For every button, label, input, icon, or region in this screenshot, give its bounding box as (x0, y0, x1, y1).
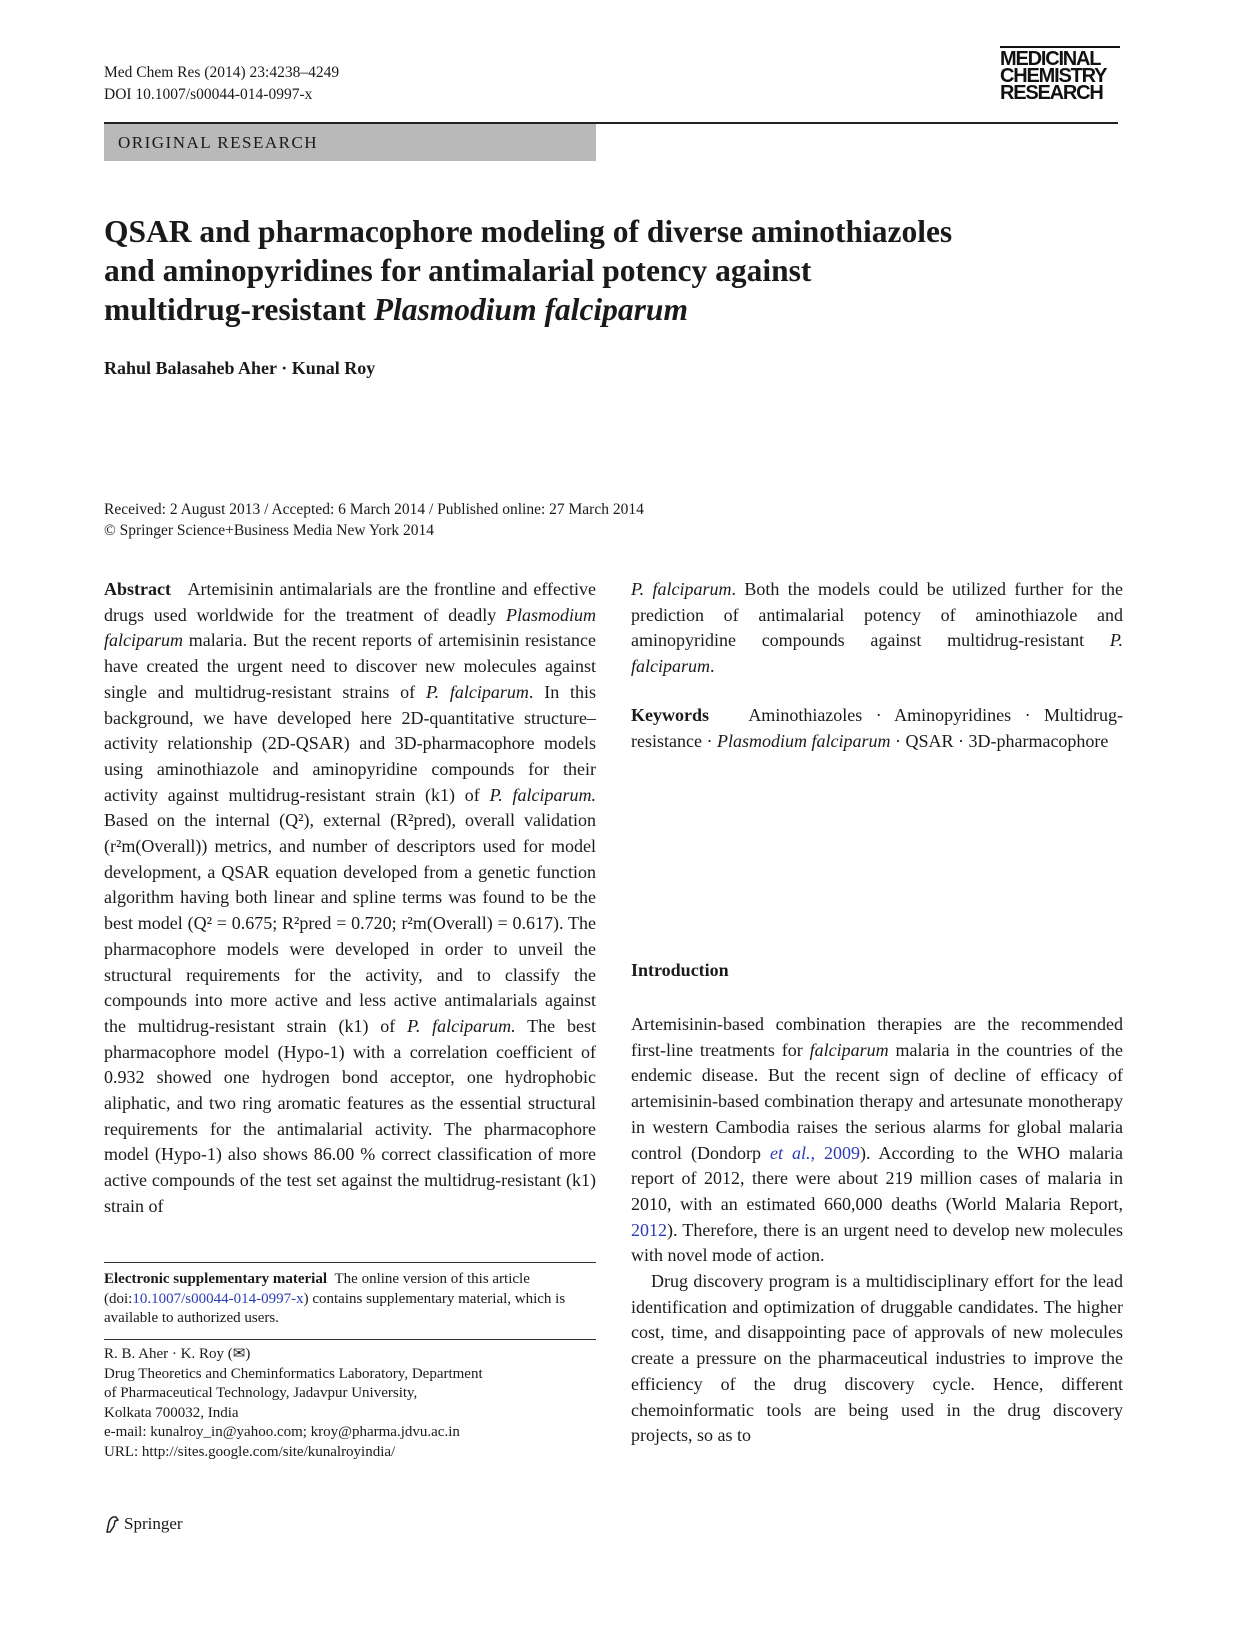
intro-paragraph-2: Drug discovery program is a multidisciplinary effort for the lead identification and optimization of druggable candidates. The higher cost, time, and disappointing pace of approvals of new molecules create a pressure on the pharmaceutical industries to improve the efficiency of the drug discovery cycle. Hence, different chemoinformatic tools are being used in the drug discovery projects, so as to (631, 1271, 1123, 1446)
paper-title (104, 212, 1114, 329)
logo-line-1: MEDICINAL (1000, 48, 1101, 70)
citation-line: Med Chem Res (2014) 23:4238–4249 (104, 64, 340, 81)
introduction-heading: Introduction (631, 960, 729, 980)
title-line-2: and aminopyridines for antimalarial potency against (104, 253, 812, 288)
logo-line-3: RESEARCH (1000, 82, 1103, 104)
doi-link[interactable]: 10.1007/s00044-014-0997-x (132, 1290, 304, 1307)
citation-link[interactable]: 2009 (814, 1142, 860, 1163)
affiliation-rule (104, 1339, 596, 1340)
copyright: © Springer Science+Business Media New York 2014 (104, 522, 435, 539)
abstract-continued: P. falciparum. Both the models could be utilized further for the prediction of antimalarial potency of aminothiazole and aminopyridine compounds against multidrug-resistant P. falciparum. Keywords Aminothiazoles · Aminopyridines · Multidrug-resistance · Plasmodium falciparum · QSAR · 3D-pharmacophore (631, 577, 1123, 754)
publisher-name: Springer (124, 1514, 183, 1533)
affiliation-line: Kolkata 700032, India (104, 1404, 239, 1421)
doi-line: DOI 10.1007/s00044-014-0997-x (104, 86, 313, 103)
title-line-3: multidrug-resistant Plasmodium falciparum (104, 292, 688, 327)
publisher-footer (104, 1514, 183, 1534)
abstract-left (104, 577, 596, 1220)
url-link[interactable]: URL: http://sites.google.com/site/kunalroyindia/ (104, 1443, 396, 1460)
citation-link[interactable]: 2012 (631, 1219, 667, 1240)
introduction-body (631, 1012, 1123, 1449)
title-line-1: QSAR and pharmacophore modeling of diverse aminothiazoles (104, 214, 953, 249)
journal-citation (104, 62, 339, 106)
affiliation-line: Drug Theoretics and Cheminformatics Laboratory, Department (104, 1365, 483, 1382)
supplementary-footnote: Electronic supplementary material The online version of this article (doi:10.1007/s00044-014-0997-x) contains supplementary material, which is available to authorized users. (104, 1271, 566, 1326)
abstract-label: Abstract (104, 579, 171, 599)
footnote-rule (104, 1262, 596, 1263)
affiliation-line: of Pharmaceutical Technology, Jadavpur University, (104, 1385, 418, 1401)
dates (104, 499, 644, 541)
authors: Rahul Balasaheb Aher · Kunal Roy (104, 358, 376, 378)
springer-horse-icon (104, 1514, 120, 1534)
journal-logo (1000, 46, 1120, 102)
history: Received: 2 August 2013 / Accepted: 6 March 2014 / Published online: 27 March 2014 (104, 501, 644, 518)
author-names: R. B. Aher · K. Roy (✉) (104, 1346, 251, 1362)
section-label: ORIGINAL RESEARCH (104, 124, 596, 161)
logo-line-2: CHEMISTRY (1000, 65, 1107, 87)
citation-link[interactable]: et al., (769, 1142, 815, 1163)
intro-paragraph-1: Artemisinin-based combination therapies are the recommended first-line treatments for falciparum malaria in the countries of the endemic disease. But the recent sign of decline of efficacy of artemisinin-based combination therapy and artesunate monotherapy in western Cambodia raises the serious alarms for global malaria control (Dondorp et al., 2009). According to the WHO malaria report of 2012, there were about 219 million cases of malaria in 2010, with an estimated 660,000 deaths (World Malaria Report, 2012). Therefore, there is an urgent need to develop new molecules with novel mode of action. (631, 1014, 1124, 1266)
affiliation (104, 1345, 596, 1462)
email-link[interactable]: e-mail: kunalroy_in@yahoo.com; kroy@pharma.jdvu.ac.in (104, 1424, 460, 1440)
abstract: Abstract Artemisinin antimalarials are the frontline and effective drugs used worldwide for the treatment of deadly Plasmodium falciparum malaria. But the recent reports of artemisinin resistance have created the urgent need to discover new molecules against single and multidrug-resistant strains of P. falciparum. In this background, we have developed here 2D-quantitative structure–activity relationship (2D-QSAR) and 3D-pharmacophore models using aminothiazole and aminopyridine compounds for their activity against multidrug-resistant strain (k1) of P. falciparum. Based on the internal (Q²), external (R²pred), overall validation (r²m(Overall)) metrics, and number of descriptors used for model development, a QSAR equation developed from a genetic function algorithm having both linear and spline terms was found to be the best model (Q² = 0.675; R²pred = 0.720; r²m(Overall) = 0.617). The pharmacophore models were developed in order to unveil the structural requirements for the activity, and to classify the compounds into more active and less active antimalarials against the multidrug-resistant strain (k1) of P. falciparum. The best pharmacophore model (Hypo-1) with a correlation coefficient of 0.932 showed one hydrogen bond acceptor, one hydrophobic aliphatic, and two ring aromatic features as the essential structural requirements for the antimalarial activity. The pharmacophore model (Hypo-1) also shows 86.00 % correct classification of more active compounds of the test set against the multidrug-resistant (k1) strain of (104, 579, 597, 1216)
keywords: Keywords Aminothiazoles · Aminopyridines · Multidrug-resistance · Plasmodium falciparum · QSAR · 3D-pharmacophore (631, 704, 1123, 751)
keywords-label: Keywords (631, 704, 709, 725)
